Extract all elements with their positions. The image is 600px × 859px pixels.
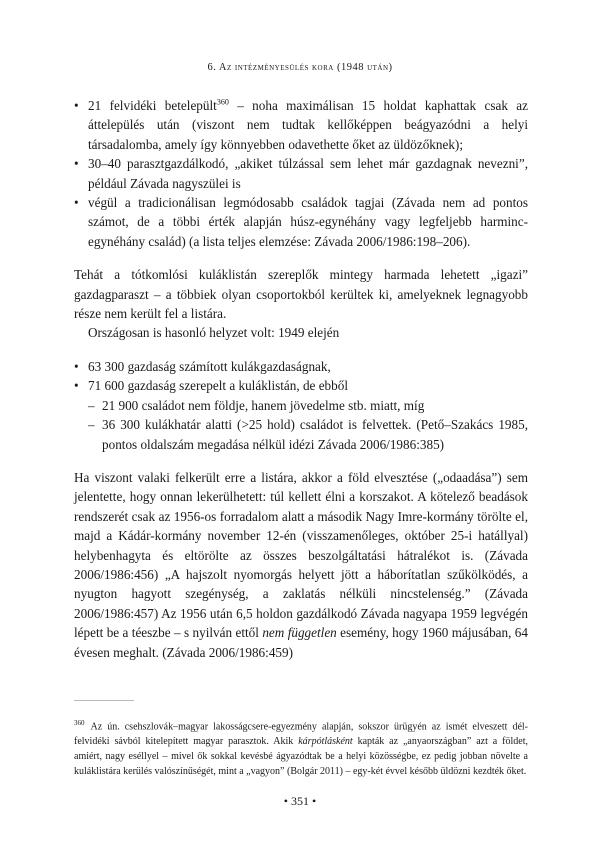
dash-list bbox=[74, 396, 528, 454]
footnote: $^{360}$ Az ún. csehszlovák–magyar lakosságcsere-egyezmény alapján, sokszor ürügyén az ismét elveszett dél-felvidéki sávból kitelepített magyar parasztok. Akik kárpótlásként kapták az „anyaországban” azt a földet, amiért, nagy eséllyel – mivel ők sokkal kevésbé ágyazódtak be a helyi közösségbe, ez pedig jobban növelte a kuláklistára kerülés valószínűségét, mint a „vagyon” (Bolgár 2011) – egy-két évvel később üldözni kezdték őket. bbox=[74, 719, 528, 778]
footnote-divider bbox=[74, 700, 134, 701]
paragraph: Országosan is hasonló helyzet volt: 1949 elején bbox=[88, 325, 340, 341]
list-first bbox=[74, 96, 528, 251]
footnote-number: 360 bbox=[74, 719, 85, 727]
footnote-ref[interactable]: 360 bbox=[216, 97, 229, 107]
list-item: – 21 900 családot nem földje, hanem jövedelme stb. miatt, míg bbox=[88, 396, 528, 415]
list-item: • 63 300 gazdaság számított kulákgazdaságnak, bbox=[74, 357, 528, 376]
list-item: – 36 300 kulákhatár alatti (>25 hold) családot is felvettek. (Pető–Szakács 1985, pontos oldalszám megadása nélkül idézi Závada 2006/1986:385) bbox=[88, 415, 528, 454]
list-item: • 71 600 gazdaság szerepelt a kuláklistán, de ebből bbox=[74, 376, 528, 395]
page-number: • 351 • bbox=[283, 794, 317, 808]
paragraph: Tehát a tótkomlósi kuláklistán szereplők mintegy harmada lehetett „igazi” gazdagparaszt – a többiek olyan csoportokból kerültek ki, amelyeknek legnagyobb része nem került fel a listára. bbox=[74, 267, 528, 322]
running-head: 6. Az intézményesülés kora (1948 után) bbox=[207, 62, 393, 73]
list-second bbox=[74, 357, 528, 396]
paragraph: Ha viszont valaki felkerült erre a listára, akkor a föld elvesztése („odaadása”) sem jelentette, hogy onnan lekerülhetett: túl kellett élni a korszakot. A kötelező beadások rendszerét csak az 1956-os forradalom alatt a második Nagy Imre-kormány törölte el, majd a Kádár-kormány november 12-én (visszamenőleges, október 25-i hatállyal) helybenhagyta és eltörölte az összes beszolgáltatási hátralékot is. (Závada 2006/1986:456) „A hajszolt nyomorgás helyett jött a háborítatlan szűkölködés, a nyugton hagyott szegénység, a zaklatás nélküli nincstelenség.” (Závada 2006/1986:457) Az 1956 után 6,5 holdon gazdálkodó Závada nagyapa 1959 legvégén lépett be a téeszbe – s nyilván ettől nem független esemény, hogy 1960 májusában, 64 évesen meghalt. (Závada 2006/1986:459) bbox=[74, 469, 528, 660]
list-item: • 21 felvidéki betelepült$^{360}$ – noha maximálisan 15 holdat kaphattak csak az áttelepülés után (viszont nem tudtak kellőképpen beágyazódni a helyi társadalomba, amely így könnyebben odavethette őket az üldözőknek); bbox=[74, 96, 528, 154]
main-text bbox=[74, 96, 528, 662]
list-item: • 30–40 parasztgazdálkodó, „akiket túlzással sem lehet már gazdagnak nevezni”, például Závada nagyszülei is bbox=[74, 154, 528, 193]
list-item: • végül a tradicionálisan legmódosabb családok tagjai (Závada nem ad pontos számot, de a többi érték alapján húsz-egynéhány vagy legfeljebb harminc-egynéhány család) (a lista teljes elemzése: Závada 2006/1986:198–206). bbox=[74, 193, 528, 251]
